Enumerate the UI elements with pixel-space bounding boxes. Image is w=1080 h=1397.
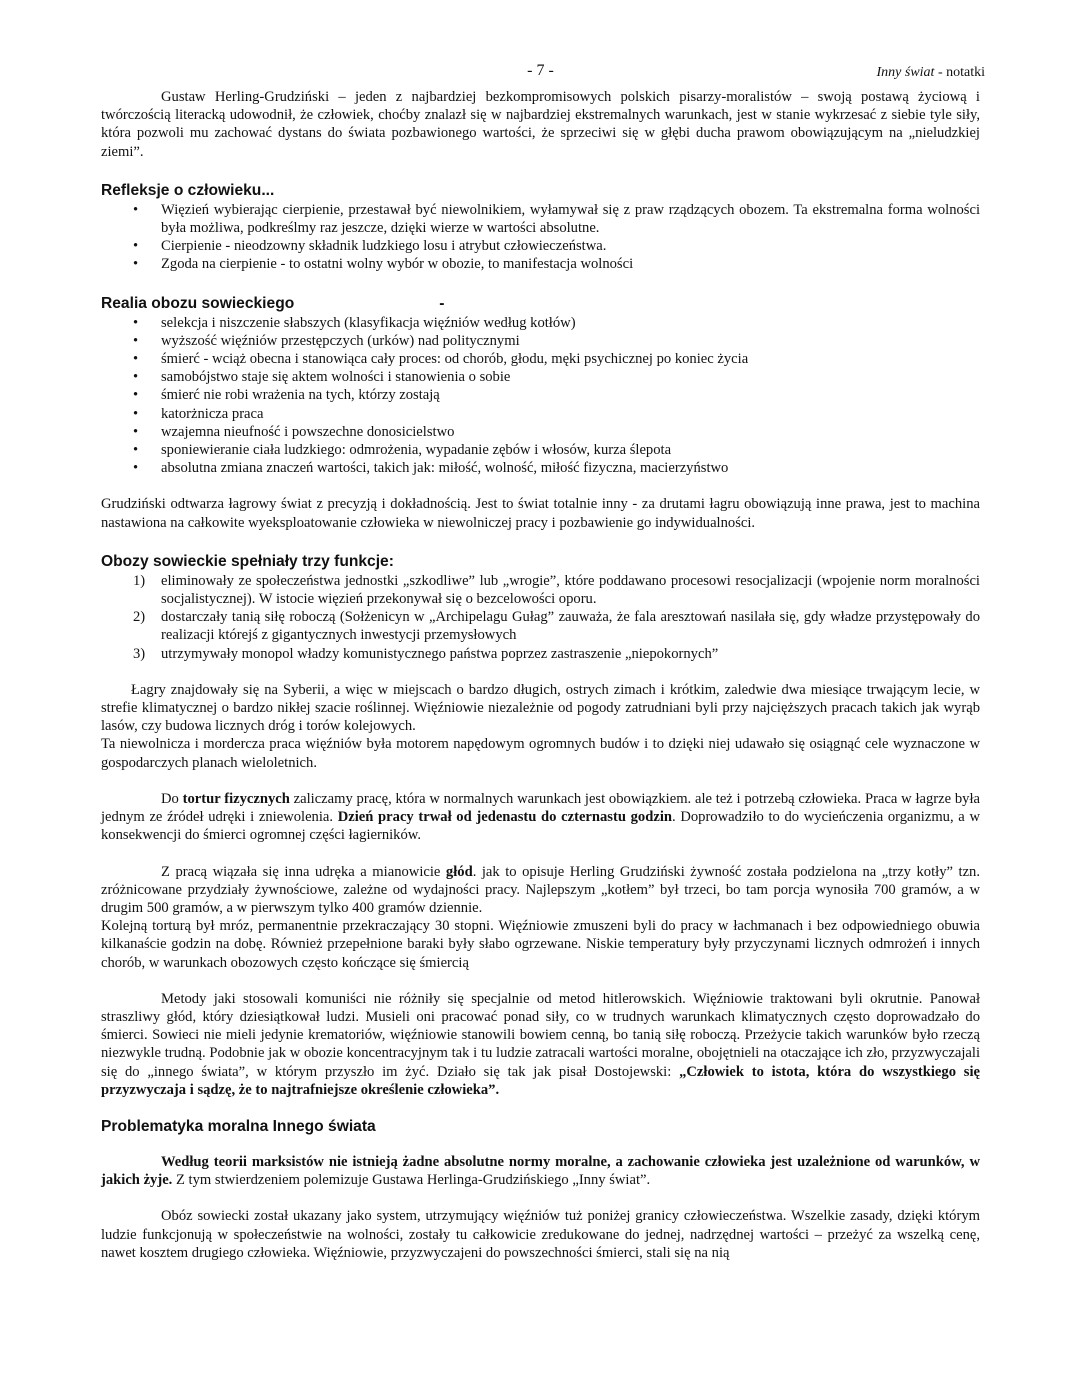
oboz-paragraph: Obóz sowiecki został ukazany jako system, utrzymujący więźniów tuż poniżej granicy człowieczeństwa. Wszelkie zasady, dzięki którym ludzie funkcjonują w społeczeństwie na wolności, zostały tu całkowicie zredukowane do jednej, nadrzędnej wartości – przeżyć za wszelką cenę, nawet kosztem drugiego człowieka. Więźniowie, przyzwyczajeni do powszechności śmierci, stali się na nią xyxy=(101,1208,980,1261)
list-item-text: Zgoda na cierpienie - to ostatni wolny wybór w obozie, to manifestacja wolności xyxy=(161,256,634,273)
intro-paragraph: Gustaw Herling-Grudziński – jeden z najbardziej bezkompromisowych polskich pisarzy-moralistów – swoją postawą życiową i twórczością literacką udowodnił, że człowiek, choćby znalazł się w najbardziej ekstremalnych warunkach, jest w stanie wykrzesać z siebie tyle siły, która pozwoli mu zachować dystans do świata pozbawionego wartości, że sprzeciwi się w głębi ducha prawom obowiązującym na „nieludzkiej ziemi”. xyxy=(101,89,980,160)
realia-list xyxy=(101,314,980,478)
list-number: 1) xyxy=(133,572,146,589)
bullet-icon: • xyxy=(133,201,139,218)
bullet-icon: • xyxy=(133,369,139,386)
section-heading-text: Realia obozu sowieckiego xyxy=(101,294,295,312)
lagry-paragraph-continued: Ta niewolnicza i mordercza praca więźniów była motorem napędowym ogromnych budów i to dzięki niej udawało się osiągnąć cele wyznaczone w gospodarczych planach wieloletnich. xyxy=(101,736,980,771)
grudzinski-paragraph: Grudziński odtwarza łagrowy świat z precyzją i dokładnością. Jest to świat totalnie inny - za drutami łagru obowiązują inne prawa, jest to machina nastawiona na całkowite wyeksploatowanie człowieka w niewolniczej pracy i pozbawienie go indywidualności. xyxy=(101,496,980,531)
dostojewski-quote: „Człowiek to istota, która do wszystkiego się przyzwyczaja i sądzę, że to najtrafniejsze określenie człowieka”. xyxy=(101,1063,980,1098)
list-item xyxy=(101,608,980,644)
text-run: zaliczamy pracę, która w normalnych warunkach jest obowiązkiem. ale też i potrzebą człowieka. Praca w łagrze była jednym ze źródeł udręki i zniewolenia. xyxy=(101,790,980,826)
list-item xyxy=(101,350,980,368)
list-item xyxy=(101,332,980,350)
tortury-paragraph xyxy=(101,790,980,845)
list-item xyxy=(101,368,980,386)
bold-text: tortur fizycznych xyxy=(182,790,290,807)
bullet-icon: • xyxy=(133,351,139,368)
text-run: Metody jaki stosowali komuniści nie różniły się specjalnie od metod hitlerowskich. Więźniowie traktowani byli okrutnie. Panował straszliwy głód, który dziesiątkował ludzi. Musieli oni pracować ponad siły, co w trudnych warunkach klimatycznych często doprowadzało do śmierci. Sowieci nie mieli jedynie krematoriów, więźniowie stanowili bowiem cenną, bo tanią siłę roboczą. Przeżycie takich warunków było rzeczą niezwykle trudną. Podobnie jak w obozie koncentracyjnym tak i tu ludzie zatracali wartości moralne, obojętnieli na otaczające ich zło, przyzwyczajali się do „innego świata”, w którym przyszło im żyć. Działo się tak jak pisał Dostojewski: xyxy=(101,990,980,1080)
bold-text: Dzień pracy trwał od jedenastu do czternastu godzin xyxy=(337,809,672,826)
bold-text: głód xyxy=(445,863,473,880)
lagry-paragraph: Łagry znajdowały się na Syberii, a więc w miejscach o bardzo długich, ostrych zimach i krótkim, zaledwie dwa miesiące trwającym lecie, w strefie klimatycznej o bardzo nikłej szacie roślinnej. Więźniowie niezależnie od pogody zatrudniani byli przy najcięższych pracach takich jak wyrąb lasów, czy budowa licznych dróg i torów kolejowych. xyxy=(101,681,980,735)
bullet-icon: • xyxy=(133,387,139,404)
text-run: Z pracą wiązała się inna udręka a mianowicie xyxy=(161,863,446,880)
bullet-icon: • xyxy=(133,238,139,255)
header-title-suffix: - notatki xyxy=(934,65,985,80)
list-item-text: selekcja i niszczenie słabszych (klasyfikacja więźniów według kotłów) xyxy=(161,314,576,331)
page-number: - 7 - xyxy=(527,62,554,79)
list-item-text: śmierć - wciąż obecna i stanowiąca cały proces: od chorób, głodu, męki psychicznej po koniec życia xyxy=(161,351,749,368)
list-item-text: dostarczały tanią siłę roboczą (Sołżenicyn w „Archipelagu Gułag” zauważa, że fala aresztowań nasilała się, gdy władze przystępowały do realizacji którejś z gigantycznych inwestycji przemysłowych xyxy=(161,609,980,644)
list-item-text: śmierć nie robi wrażenia na tych, którzy zostają xyxy=(161,387,440,404)
text-run: . Doprowadziło to do wycieńczenia organizmu, a w konsekwencji do śmierci ogromnej części łagierników. xyxy=(101,809,980,844)
section-heading-funkcje: Obozy sowieckie spełniały trzy funkcje: xyxy=(101,552,394,570)
list-number: 3) xyxy=(133,645,146,662)
list-item xyxy=(101,237,980,255)
bullet-icon: • xyxy=(133,460,139,477)
bullet-icon: • xyxy=(133,314,139,331)
bold-text: Według teorii marksistów nie istnieją żadne absolutne normy moralne, a zachowanie człowieka jest uzależnione od warunków, w jakich żyje. xyxy=(101,1153,980,1189)
list-item xyxy=(101,423,980,441)
list-item-text: sponiewieranie ciała ludzkiego: odmrożenia, wypadanie zębów i włosów, kurza ślepota xyxy=(161,442,672,459)
list-item xyxy=(101,441,980,459)
bullet-icon: • xyxy=(133,405,139,422)
header-title xyxy=(877,64,986,82)
marksisci-paragraph xyxy=(101,1153,980,1189)
header-title-italic: Inny świat xyxy=(876,65,935,80)
list-item xyxy=(101,314,980,332)
text-run: . jak to opisuje Herling Grudziński żywność została podzielona na „trzy kotły” tzn. zróżnicowane przydziały żywnościowe, zależne od wydajności pracy. Najlepszym „kotłem” był trzeci, bo tam porcja wynosiła 700 gramów, a w drugim 500 gramów, a w pierwszym tylko 400 gramów dziennie. xyxy=(101,863,980,916)
list-item xyxy=(101,645,980,663)
list-item-text: wyższość więźniów przestępczych (urków) nad politycznymi xyxy=(161,332,520,349)
list-number: 2) xyxy=(133,609,146,626)
list-item-text: wzajemna nieufność i powszechne donosicielstwo xyxy=(161,423,455,440)
list-item-text: eliminowały ze społeczeństwa jednostki „szkodliwe” lub „wrogie”, które poddawano procesowi resocjalizacji (wpojenie norm moralności socjalistycznej). W istocie więzień przekonywał się o bezcelowości oporu. xyxy=(161,572,980,608)
bullet-icon: • xyxy=(133,442,139,459)
mroz-paragraph: Kolejną torturą był mróz, permanentnie przekraczający 30 stopni. Więźniowie zmuszeni byli do pracy w łachmanach i bez odpowiedniego obuwia kilkanaście godzin na dobę. Również przepełnione baraki były słabo ogrzewane. Niskie temperatury były przyczynami licznych odmrożeń i innych chorób, w warunkach obozowych często kończące się śmiercią xyxy=(101,918,980,971)
list-item-text: katorżnicza praca xyxy=(161,405,264,422)
section-heading-refleksje: Refleksje o człowieku... xyxy=(101,181,275,199)
list-item xyxy=(101,459,980,477)
funkcje-list xyxy=(101,572,980,663)
list-item xyxy=(101,405,980,423)
bullet-icon: • xyxy=(133,332,139,349)
list-item xyxy=(101,255,980,273)
list-item xyxy=(101,572,980,608)
list-item xyxy=(101,201,980,237)
list-item-text: Cierpienie - nieodzowny składnik ludzkiego losu i atrybut człowieczeństwa. xyxy=(161,238,607,255)
text-run: Do xyxy=(161,790,183,807)
list-item-text: Więzień wybierając cierpienie, przestawał być niewolnikiem, wyłamywał się z praw rządzących obozem. Ta ekstremalna forma wolności była możliwa, podkreślmy raz jeszcze, dzięki wierze w wartości absolutne. xyxy=(161,201,980,237)
refleksje-list xyxy=(101,201,980,274)
bullet-icon: • xyxy=(133,256,139,273)
list-item-text: samobójstwo staje się aktem wolności i stanowienia o sobie xyxy=(161,369,511,386)
glod-paragraph xyxy=(101,863,980,918)
list-item xyxy=(101,386,980,404)
section-heading-problematyka: Problematyka moralna Innego świata xyxy=(101,1117,376,1135)
bullet-icon: • xyxy=(133,423,139,440)
metody-paragraph xyxy=(101,990,980,1099)
list-item-text: absolutna zmiana znaczeń wartości, takich jak: miłość, wolność, miłość fizyczna, macierzyństwo xyxy=(161,460,729,477)
text-run: Z tym stwierdzeniem polemizuje Gustawa Herlinga-Grudzińskiego „Inny świat”. xyxy=(172,1172,651,1189)
list-item-text: utrzymywały monopol władzy komunistycznego państwa poprzez zastraszenie „niepokornych” xyxy=(161,645,719,662)
heading-dash: - xyxy=(439,294,445,312)
page-header xyxy=(101,62,985,82)
section-heading-realia xyxy=(101,294,980,314)
